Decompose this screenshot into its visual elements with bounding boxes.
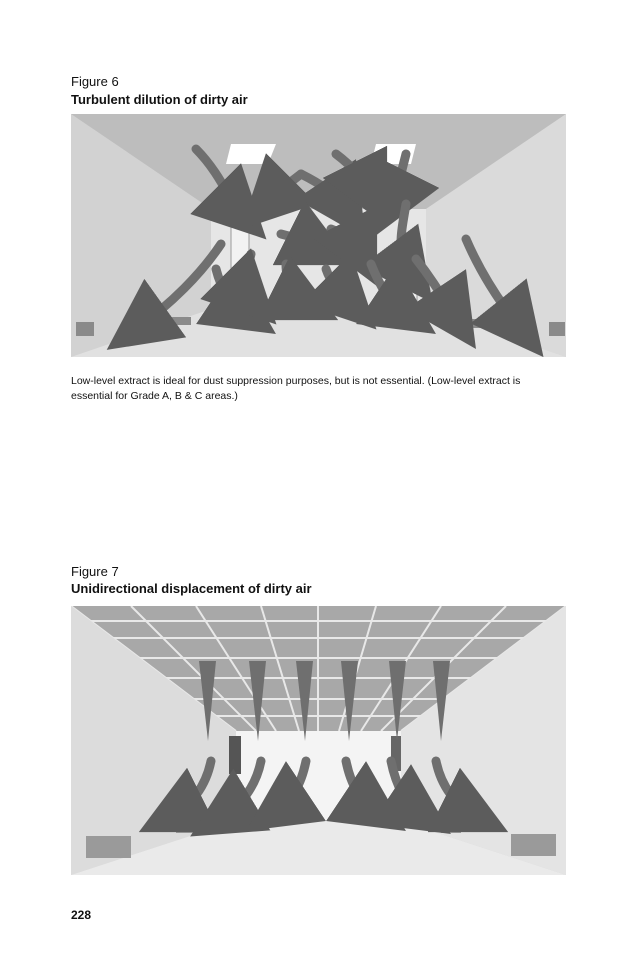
page-number: 228 [71, 908, 92, 922]
figure-7-label: Figure 7 [71, 564, 119, 579]
figure-6-caption: Low-level extract is ideal for dust suppression purposes, but is not essential. (Low-level extract is essential for Grade A, B & C areas.) [71, 375, 521, 402]
figure-7-title: Unidirectional displacement of dirty air [71, 581, 312, 596]
figure-6-illustration [71, 114, 566, 357]
figure-6-label: Figure 6 [71, 74, 119, 89]
figure-7-illustration [71, 606, 566, 875]
figure-6-title: Turbulent dilution of dirty air [71, 92, 248, 107]
